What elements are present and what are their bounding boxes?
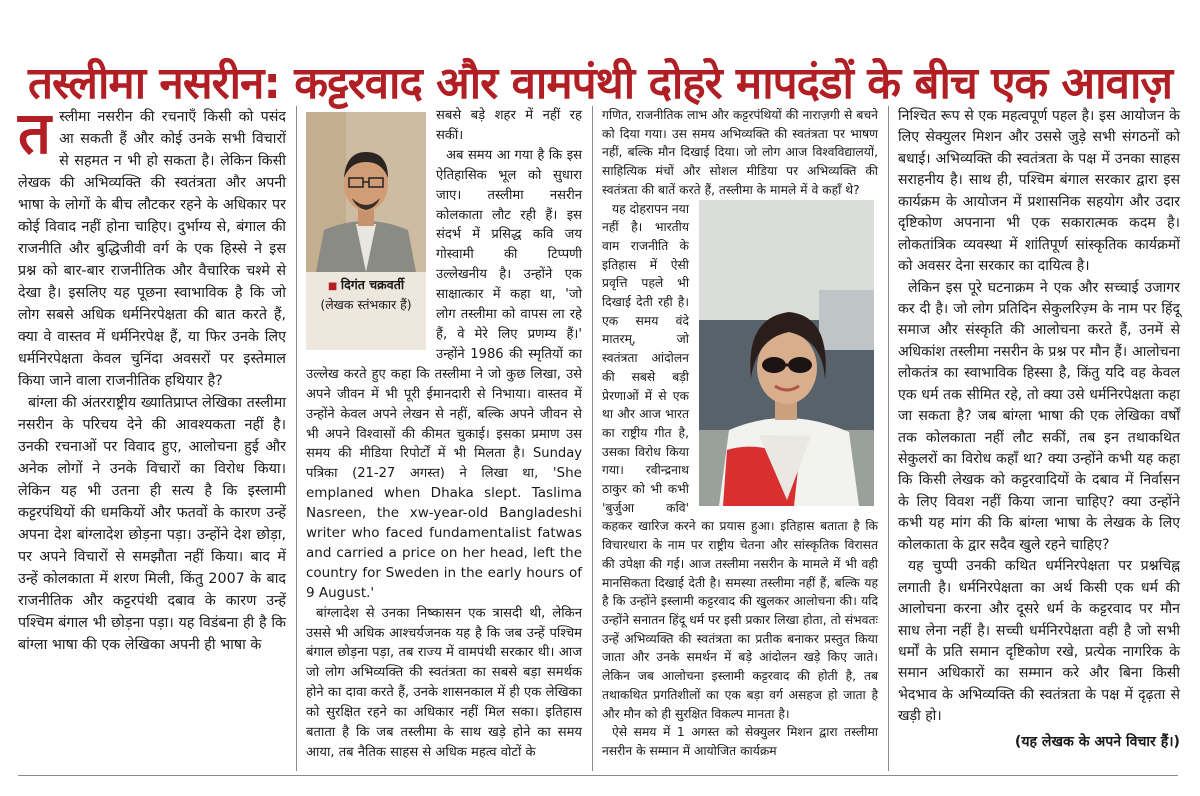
article-paragraph: ऐसे समय में 1 अगस्त को सेक्युलर मिशन द्वारा तस्लीमा नसरीन के सम्मान में आयोजित कार्यक्रम	[602, 725, 878, 758]
author-caption	[306, 276, 426, 314]
article-column-3	[602, 106, 878, 761]
article-paragraph: सबसे बड़े शहर में नहीं रह सकीं।	[436, 108, 582, 143]
article-paragraph: यह दोहरापन नया नहीं है। भारतीय वाम राजनीति के इतिहास में ऐसी प्रवृत्ति पहले भी दिखाई देती रही है। एक समय वंदे मातरम्, जो स्वतंत्रता आंदोलन की सबसे बड़ी प्रेरणाओं में से एक था और आज भारत का राष्ट्रीय गीत है, उसका विरोध किया गया। रवीन्द्रनाथ ठाकुर को भी कभी 'बुर्जुआ कवि' कहकर खारिज करने का प्रयास हुआ। इतिहास बताता है कि विचारधारा के नाम पर राष्ट्रीय चेतना और सांस्कृतिक विरासत की उपेक्षा की गई। आज तस्लीमा नसरीन के मामले में भी वही मानसिकता दिखाई देती है। समस्या तस्लीमा नहीं हैं, बल्कि यह है कि उन्होंने इस्लामी कट्टरवाद की खुलकर आलोचना की। यदि उन्होंने सनातन हिंदू धर्म पर इसी प्रकार लिखा होता, तो संभवतः उन्हें अभिव्यक्ति की स्वतंत्रता का प्रतीक बनाकर प्रस्तुत किया जाता और उनके समर्थन में बड़े आंदोलन खड़े किए जाते। लेकिन जब आलोचना इस्लामी कट्टरवाद की होती है, तब तथाकथित प्रगतिशीलों का एक बड़ा वर्ग असहज हो जाता है और मौन को ही सुरक्षित विकल्प मानता है।	[602, 201, 878, 721]
article-headline: तस्लीमा नसरीन: कट्टरवाद और वामपंथी दोहरे मापदंडों के बीच एक आवाज़	[27, 58, 1173, 110]
drop-cap: त	[18, 99, 52, 167]
author-disclaimer: (यह लेखक के अपने विचार हैं।)	[1014, 733, 1180, 750]
article-column-1	[18, 99, 286, 656]
english-quote: 'She emplaned when Dhaka slept. Taslima Nasreen, the xw-year-old Bangladeshi writer who faced fundamentalist fatwas and carried a price on her head, left the country for Sweden in the early hours of 9 August.'	[306, 465, 582, 601]
column-divider	[888, 106, 889, 771]
article-paragraph: लेकिन इस पूरे घटनाक्रम ने एक और सच्चाई उजागर कर दी है। जो लोग प्रतिदिन सेकुलरिज़्म के नाम पर हिंदू समाज और संस्कृति की आलोचना करते हैं, उनमें से अधिकांश तस्लीमा नसरीन के प्रश्न पर मौन हैं। आलोचना लोकतंत्र का स्वाभाविक हिस्सा है, किंतु यदि वह केवल एक धर्म तक सीमित रहे, तो क्या उसे धर्मनिरपेक्षता कहा जा सकता है? जब बांग्ला भाषा की एक लेखिका वर्षों तक कोलकाता नहीं लौट सकीं, तब इन तथाकथित सेकुलरों का विरोध कहाँ था? क्या उन्होंने कभी यह कहा कि किसी लेखक को कट्टरवादियों के दबाव में निर्वासन के लिए विवश नहीं किया जाना चाहिए? क्या उन्होंने कभी यह मांग की कि बांग्ला भाषा के लेखक के लिए कोलकाता के द्वार सदैव खुले रहने चाहिए?	[898, 279, 1180, 553]
article-paragraph: गणित, राजनीतिक लाभ और कट्टरपंथियों की नाराज़गी से बचने को दिया गया। उस समय अभिव्यक्ति की स्वतंत्रता पर भाषण नहीं, बल्कि मौन दिखाई दिया। जो लोग आज विश्वविद्यालयों, साहित्यिक मंचों और सोशल मीडिया पर अभिव्यक्ति की स्वतंत्रता की बातें करते हैं, तस्लीमा के मामले में वे कहाँ थे?	[602, 108, 878, 197]
column-divider	[296, 106, 297, 771]
paragraph-text: अब समय आ गया है कि इस ऐतिहासिक भूल को सुधारा जाए। तस्लीमा नसरीन कोलकाता लौट रही हैं। इस संदर्भ में प्रसिद्ध कवि जय गोस्वामी की टिप्पणी उल्लेखनीय है। उन्होंने एक साक्षात्कार में कहा था, 'जो लोग तस्लीमा को वापस ला रहे हैं, वे मेरे लिए प्रणम्य हैं।' उन्होंने 1986 की स्मृतियों का उल्लेख करते हुए कहा कि तस्लीमा ने जो कुछ लिखा, उसे अपने जीवन में भी पूरी ईमानदारी से निभाया। वास्तव में उन्होंने केवल अपने लेखन से नहीं, बल्कि अपने जीवन से भी अपने विश्वासों की कीमत चुकाई। इसका प्रमाण उस समय की मीडिया रिपोर्टों में भी मिलता है। Sunday पत्रिका (21-27 अगस्त) ने लिखा था,	[306, 147, 582, 482]
article-paragraph	[18, 99, 286, 392]
article-paragraph: निश्चित रूप से एक महत्वपूर्ण पहल है। इस आयोजन के लिए सेक्युलर मिशन और उससे जुड़े सभी संगठनों को बधाई। अभिव्यक्ति की स्वतंत्रता के पक्ष में उनका साहस सराहनीय है। साथ ही, पश्चिम बंगाल सरकार द्वारा इस कार्यक्रम के आयोजन में प्रशासनिक सहयोग और उदार दृष्टिकोण अपनाना भी एक सकारात्मक कदम है। लोकतांत्रिक व्यवस्था में शांतिपूर्ण सांस्कृतिक कार्यक्रमों को अवसर देना सरकार का दायित्व है।	[898, 108, 1180, 275]
column-divider	[592, 106, 593, 771]
article-paragraph: बांग्ला की अंतरराष्ट्रीय ख्यातिप्राप्त लेखिका तस्लीमा नसरीन के परिचय देने की आवश्यकता नहीं है। उनकी रचनाओं पर विवाद हुए, आलोचना हुई और अनेक लोगों ने उनके विचारों का विरोध किया। लेकिन यह भी उतना ही सत्य है कि इस्लामी कट्टरपंथियों की धमकियों और फतवों के कारण उन्हें अपना देश बांग्लादेश छोड़ना पड़ा। उन्होंने देश छोड़ा, पर अपने विचारों से समझौता नहीं किया। बाद में उन्हें कोलकाता में शरण मिली, किंतु 2007 के बाद राजनीतिक और कट्टरपंथी दबाव के कारण उन्हें पश्चिम बंगाल भी छोड़ना पड़ा। यह विडंबना ही है कि बांग्ला भाषा की एक लेखिका अपनी ही भाषा के	[18, 395, 286, 653]
subject-photo	[699, 200, 874, 506]
author-role: (लेखक स्तंभकार हैं)	[320, 297, 412, 312]
taslima-portrait-icon	[699, 200, 874, 506]
article-paragraph: यह चुप्पी उनकी कथित धर्मनिरपेक्षता पर प्रश्नचिह्न लगाती है। धर्मनिरपेक्षता का अर्थ किसी एक धर्म की आलोचना करना और दूसरे धर्म के कट्टरवाद पर मौन साध लेना नहीं है। सच्ची धर्मनिरपेक्षता वही है जो सभी धर्मों के प्रति समान दृष्टिकोण रखे, प्रत्येक नागरिक के समान अधिकारों का सम्मान करे और बिना किसी भेदभाव के अभिव्यक्ति की स्वतंत्रता के पक्ष में दृढ़ता से खड़ी हो।	[898, 558, 1180, 725]
author-portrait-icon	[306, 112, 426, 272]
paragraph-text: स्लीमा नसरीन की रचनाएँ किसी को पसंद आ सकती हैं और कोई उनके सभी विचारों से सहमत न भी हो सकता है। लेकिन किसी लेखक की अभिव्यक्ति की स्वतंत्रता और अपनी भाषा के लोगों के बीच लौटकर रहने के अधिकार पर कोई विवाद नहीं होना चाहिए। दुर्भाग्य से, बंगाल की राजनीति और बुद्धिजीवी वर्ग के एक हिस्से ने इस प्रश्न को बार-बार राजनीतिक और वैचारिक चश्मे से देखा है। इसलिए यह पूछना स्वाभाविक है कि जो लोग सबसे अधिक धर्मनिरपेक्षता की बात करते हैं, क्या वे वास्तव में धर्मनिरपेक्ष हैं, या फिर उनके लिए धर्मनिरपेक्षता केवल चुनिंदा अवसरों पर इस्तेमाल किया जाने वाला राजनीतिक हथियार है?	[18, 109, 286, 389]
article-paragraph: बांग्लादेश से उनका निष्कासन एक त्रासदी थी, लेकिन उससे भी अधिक आश्चर्यजनक यह है कि जब उन्हें पश्चिम बंगाल छोड़ना पड़ा, तब राज्य में वामपंथी सरकार थी। आज जो लोग अभिव्यक्ति की स्वतंत्रता का सबसे बड़ा समर्थक होने का दावा करते हैं, उनके शासनकाल में ही एक लेखिका को सुरक्षित रहने का अधिकार नहीं मिल सका। इतिहास बताता है कि जब तस्लीमा के साथ खड़े होने का समय आया, तब नैतिक साहस से अधिक महत्व वोटों के	[306, 605, 582, 760]
article-column-4	[898, 106, 1180, 753]
bottom-rule	[18, 775, 1178, 776]
article-column-2	[306, 106, 582, 763]
author-photo-box	[306, 112, 426, 350]
author-name: ■ दिगंत चक्रवर्ती	[306, 276, 426, 296]
author-photo	[306, 112, 426, 272]
